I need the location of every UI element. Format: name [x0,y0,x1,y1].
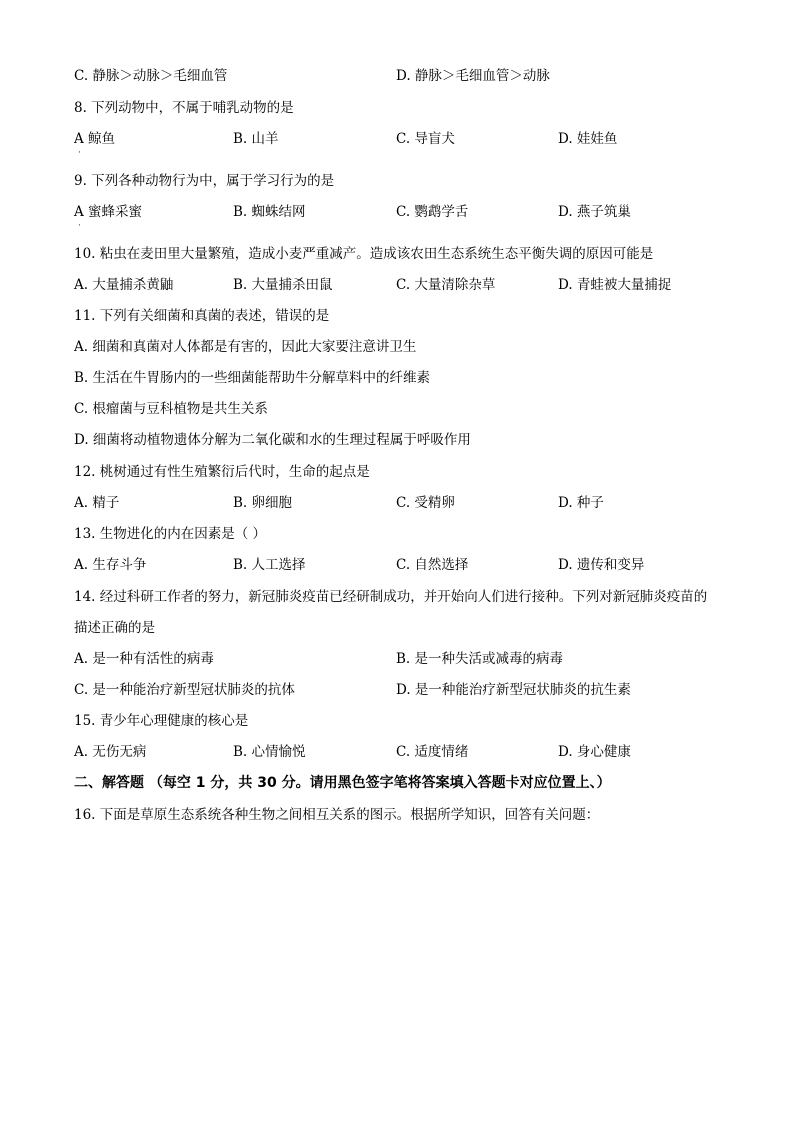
q8-option-c: C. 导盲犬 [396,131,455,147]
q11-option-d: D. 细菌将动植物遗体分解为二氧化碳和水的生理过程属于呼吸作用 [74,432,471,448]
q12-stem: 12. 桃树通过有性生殖繁衍后代时，生命的起点是 [74,464,370,480]
q15-option-b: B. 心情愉悦 [233,744,306,760]
q7-option-d: D. 静脉＞毛细血管＞动脉 [396,68,550,84]
q14-option-a: A. 是一种有活性的病毒 [74,651,214,667]
q10-option-b: B. 大量捕杀田鼠 [233,277,333,293]
q15-stem: 15. 青少年心理健康的核心是 [74,713,249,729]
q15-option-a: A. 无伤无病 [74,744,147,760]
q14-option-b: B. 是一种失活或减毒的病毒 [396,651,564,667]
q8-stem: 8. 下列动物中，不属于哺乳动物的是 [74,100,294,116]
q9-option-d: D. 燕子筑巢 [558,204,631,220]
q11-stem: 11. 下列有关细菌和真菌的表述，错误的是 [74,308,330,324]
q14-stem-line2: 描述正确的是 [74,620,155,636]
q10-stem: 10. 粘虫在麦田里大量繁殖，造成小麦严重减产。造成该农田生态系统生态平衡失调的原因可能是 [74,246,654,262]
q9-stem: 9. 下列各种动物行为中，属于学习行为的是 [74,173,335,189]
q11-option-a: A. 细菌和真菌对人体都是有害的，因此大家要注意讲卫生 [74,339,417,355]
q13-stem: 13. 生物进化的内在因素是（ ） [74,526,267,542]
q10-option-c: C. 大量清除杂草 [396,277,496,293]
q9-option-a: A 蜜蜂采蜜 [74,204,143,220]
q14-option-c: C. 是一种能治疗新型冠状肺炎的抗体 [74,682,295,698]
q9-option-b: B. 蜘蛛结网 [233,204,306,220]
q12-option-d: D. 种子 [558,495,604,511]
section-heading: 二、解答题 （每空 1 分，共 30 分。请用黑色签字笔将答案填入答题卡对应位置上、） [74,775,611,791]
stray-dot: · [78,221,81,231]
q8-option-b: B. 山羊 [233,131,279,147]
q11-option-b: B. 生活在牛胃肠内的一些细菌能帮助牛分解草料中的纤维素 [74,370,431,386]
q13-option-b: B. 人工选择 [233,557,306,573]
q10-option-d: D. 青蛙被大量捕捉 [558,277,672,293]
q9-option-c: C. 鹦鹉学舌 [396,204,469,220]
stray-dot: · [78,148,81,158]
q11-option-c: C. 根瘤菌与豆科植物是共生关系 [74,401,268,417]
q12-option-a: A. 精子 [74,495,120,511]
q13-option-d: D. 遗传和变异 [558,557,645,573]
q10-option-a: A. 大量捕杀黄鼬 [74,277,174,293]
q14-option-d: D. 是一种能治疗新型冠状肺炎的抗生素 [396,682,631,698]
q7-option-c: C. 静脉＞动脉＞毛细血管 [74,68,228,84]
q8-option-d: D. 娃娃鱼 [558,131,618,147]
q15-option-c: C. 适度情绪 [396,744,469,760]
q8-option-a: A 鲸鱼 [74,131,116,147]
q12-option-b: B. 卵细胞 [233,495,293,511]
q13-option-a: A. 生存斗争 [74,557,147,573]
q13-option-c: C. 自然选择 [396,557,469,573]
q12-option-c: C. 受精卵 [396,495,455,511]
q15-option-d: D. 身心健康 [558,744,631,760]
q14-stem-line1: 14. 经过科研工作者的努力，新冠肺炎疫苗已经研制成功，并开始向人们进行接种。下列对新冠肺炎疫苗的 [74,589,708,605]
q16-stem: 16. 下面是草原生态系统各种生物之间相互关系的图示。根据所学知识，回答有关问题： [74,807,600,823]
